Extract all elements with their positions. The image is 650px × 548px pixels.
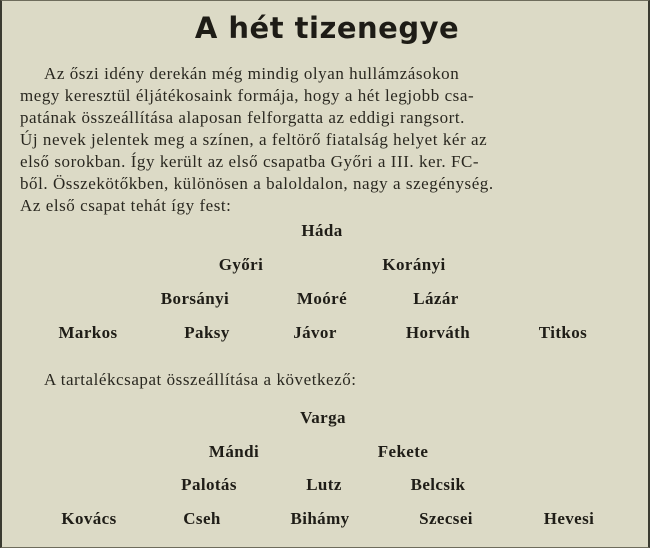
player-forward: Horváth bbox=[405, 323, 471, 342]
player-back: Mándi bbox=[208, 442, 260, 461]
player-goalkeeper: Háda bbox=[301, 221, 343, 240]
player-half: Palotás bbox=[181, 475, 237, 494]
intro-line: Új nevek jelentek meg a színen, a feltörő fiatalság helyet kér az bbox=[20, 130, 488, 149]
player-forward: Bihámy bbox=[290, 509, 350, 528]
intro-line: patának összeállítása alaposan felforgatta az eddigi rangsort. bbox=[20, 108, 465, 127]
player-half: Lázár bbox=[413, 289, 459, 308]
intro-line: ből. Összekötőkben, különösen a baloldalon, nagy a szegénység. bbox=[20, 174, 494, 193]
intro-line: első sorokban. Így került az első csapatba Győri a III. ker. FC- bbox=[20, 152, 480, 171]
intro-line: Az első csapat tehát így fest: bbox=[20, 196, 232, 215]
player-forward: Jávor bbox=[293, 323, 337, 342]
player-half: Borsányi bbox=[160, 289, 230, 308]
player-forward: Paksy bbox=[184, 323, 230, 342]
player-forward: Kovács bbox=[61, 509, 117, 528]
player-half: Lutz bbox=[306, 475, 342, 494]
player-back: Korányi bbox=[382, 255, 446, 274]
article-title: A hét tizenegye bbox=[194, 11, 460, 45]
player-forward: Titkos bbox=[538, 323, 588, 342]
player-forward: Hevesi bbox=[543, 509, 595, 528]
player-goalkeeper: Varga bbox=[300, 408, 346, 427]
reserve-intro: A tartalékcsapat összeállítása a következő: bbox=[44, 370, 357, 389]
intro-line: megy keresztül éljátékosaink formája, hogy a hét legjobb csa- bbox=[20, 86, 475, 105]
player-forward: Markos bbox=[58, 323, 118, 342]
player-half: Moóré bbox=[296, 289, 348, 308]
player-half: Belcsik bbox=[410, 475, 466, 494]
player-forward: Cseh bbox=[183, 509, 221, 528]
player-back: Győri bbox=[218, 255, 264, 274]
player-forward: Szecsei bbox=[419, 509, 473, 528]
player-back: Fekete bbox=[377, 442, 429, 461]
intro-line: Az őszi idény derekán még mindig olyan hullámzásokon bbox=[44, 64, 460, 83]
